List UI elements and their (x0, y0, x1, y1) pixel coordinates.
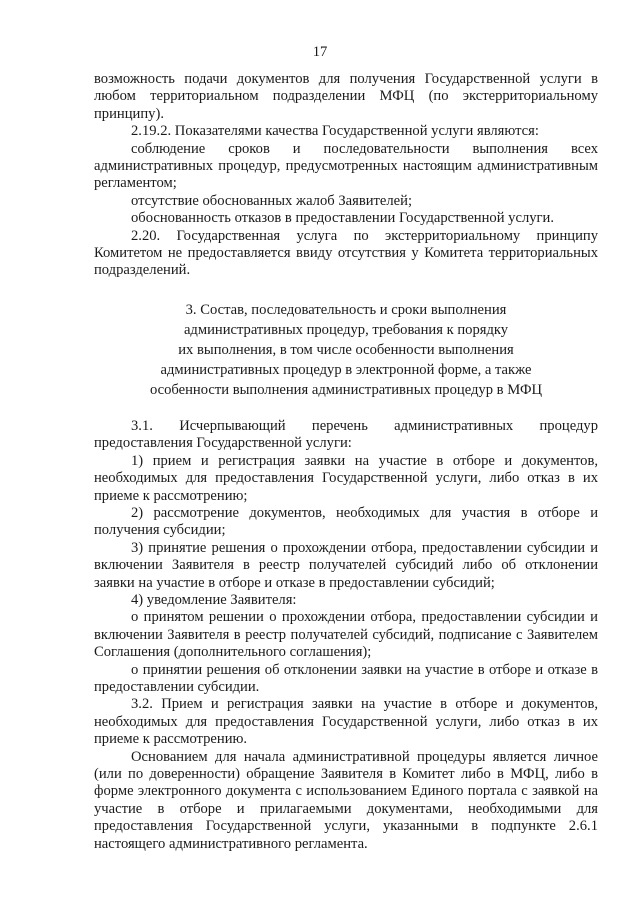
section-3-heading (94, 300, 598, 400)
paragraph: обоснованность отказов в предоставлении Государственной услуги. (131, 210, 554, 227)
page-number: 17 (312, 44, 328, 60)
list-item: 2) рассмотрение документов, необходимых для участия в отборе и получения субсидии; (94, 504, 598, 539)
paragraph: возможность подачи документов для получения Государственной услуги в любом территориальном подразделении МФЦ (по экстерриториальному принципу). (94, 71, 598, 122)
paragraph: 2.19.2. Показателями качества Государственной услуги являются: (131, 123, 539, 140)
section-3-paragraphs (94, 418, 598, 853)
list-item: 3) принятие решения о прохождении отбора, предоставлении субсидии и включении Заявителя в реестр получателей субсидий либо об отклонении заявки на участие в отборе и отказе в предоставлении субсидий; (94, 539, 598, 591)
list-item: 4) уведомление Заявителя: (131, 591, 297, 608)
document-body (94, 71, 598, 853)
paragraph: о принятом решении о прохождении отбора, предоставлении субсидии и включении Заявителя в реестр получателей субсидий, подписание с Заявителем Соглашения (дополнительного соглашения); (94, 609, 598, 661)
paragraph: 2.20. Государственная услуга по экстерриториальному принципу Комитетом не предоставляется ввиду отсутствия у Комитета территориальных подразделений. (94, 227, 598, 279)
paragraph: Основанием для начала административной процедуры является личное (или по доверенности) обращение Заявителя в Комитет либо в МФЦ, либо в форме электронного документа с использованием Единого портала с заявкой на участие в отборе и прилагаемыми документами, необходимыми для предоставления Государственной услуги, указанными в подпункте 2.6.1 настоящего административного регламента. (94, 748, 598, 852)
heading-line: их выполнения, в том числе особенности выполнения (178, 341, 514, 358)
heading-line: 3. Состав, последовательность и сроки выполнения (185, 301, 507, 318)
list-item: 1) прием и регистрация заявки на участие в отборе и документов, необходимых для предоставления Государственной услуги, либо отказ в их приеме к рассмотрению; (94, 452, 598, 504)
heading-line: особенности выполнения административных процедур в МФЦ (149, 381, 543, 398)
paragraph: 3.1. Исчерпывающий перечень административных процедур предоставления Государственной услуги: (94, 417, 598, 452)
heading-line: административных процедур в электронной форме, а также (160, 361, 532, 378)
paragraph: о принятии решения об отклонении заявки на участие в отборе и отказе в предоставлении субсидии. (94, 661, 598, 695)
paragraph: отсутствие обоснованных жалоб Заявителей; (131, 192, 413, 209)
section-2-paragraphs (94, 71, 598, 280)
paragraph: 3.2. Прием и регистрация заявки на участие в отборе и документов, необходимых для предоставления Государственной услуги, либо отказ в их приеме к рассмотрению. (94, 696, 598, 748)
heading-line: административных процедур, требования к порядку (183, 321, 509, 338)
paragraph: соблюдение сроков и последовательности выполнения всех административных процедур, предусмотренных настоящим административным регламентом; (94, 140, 598, 192)
